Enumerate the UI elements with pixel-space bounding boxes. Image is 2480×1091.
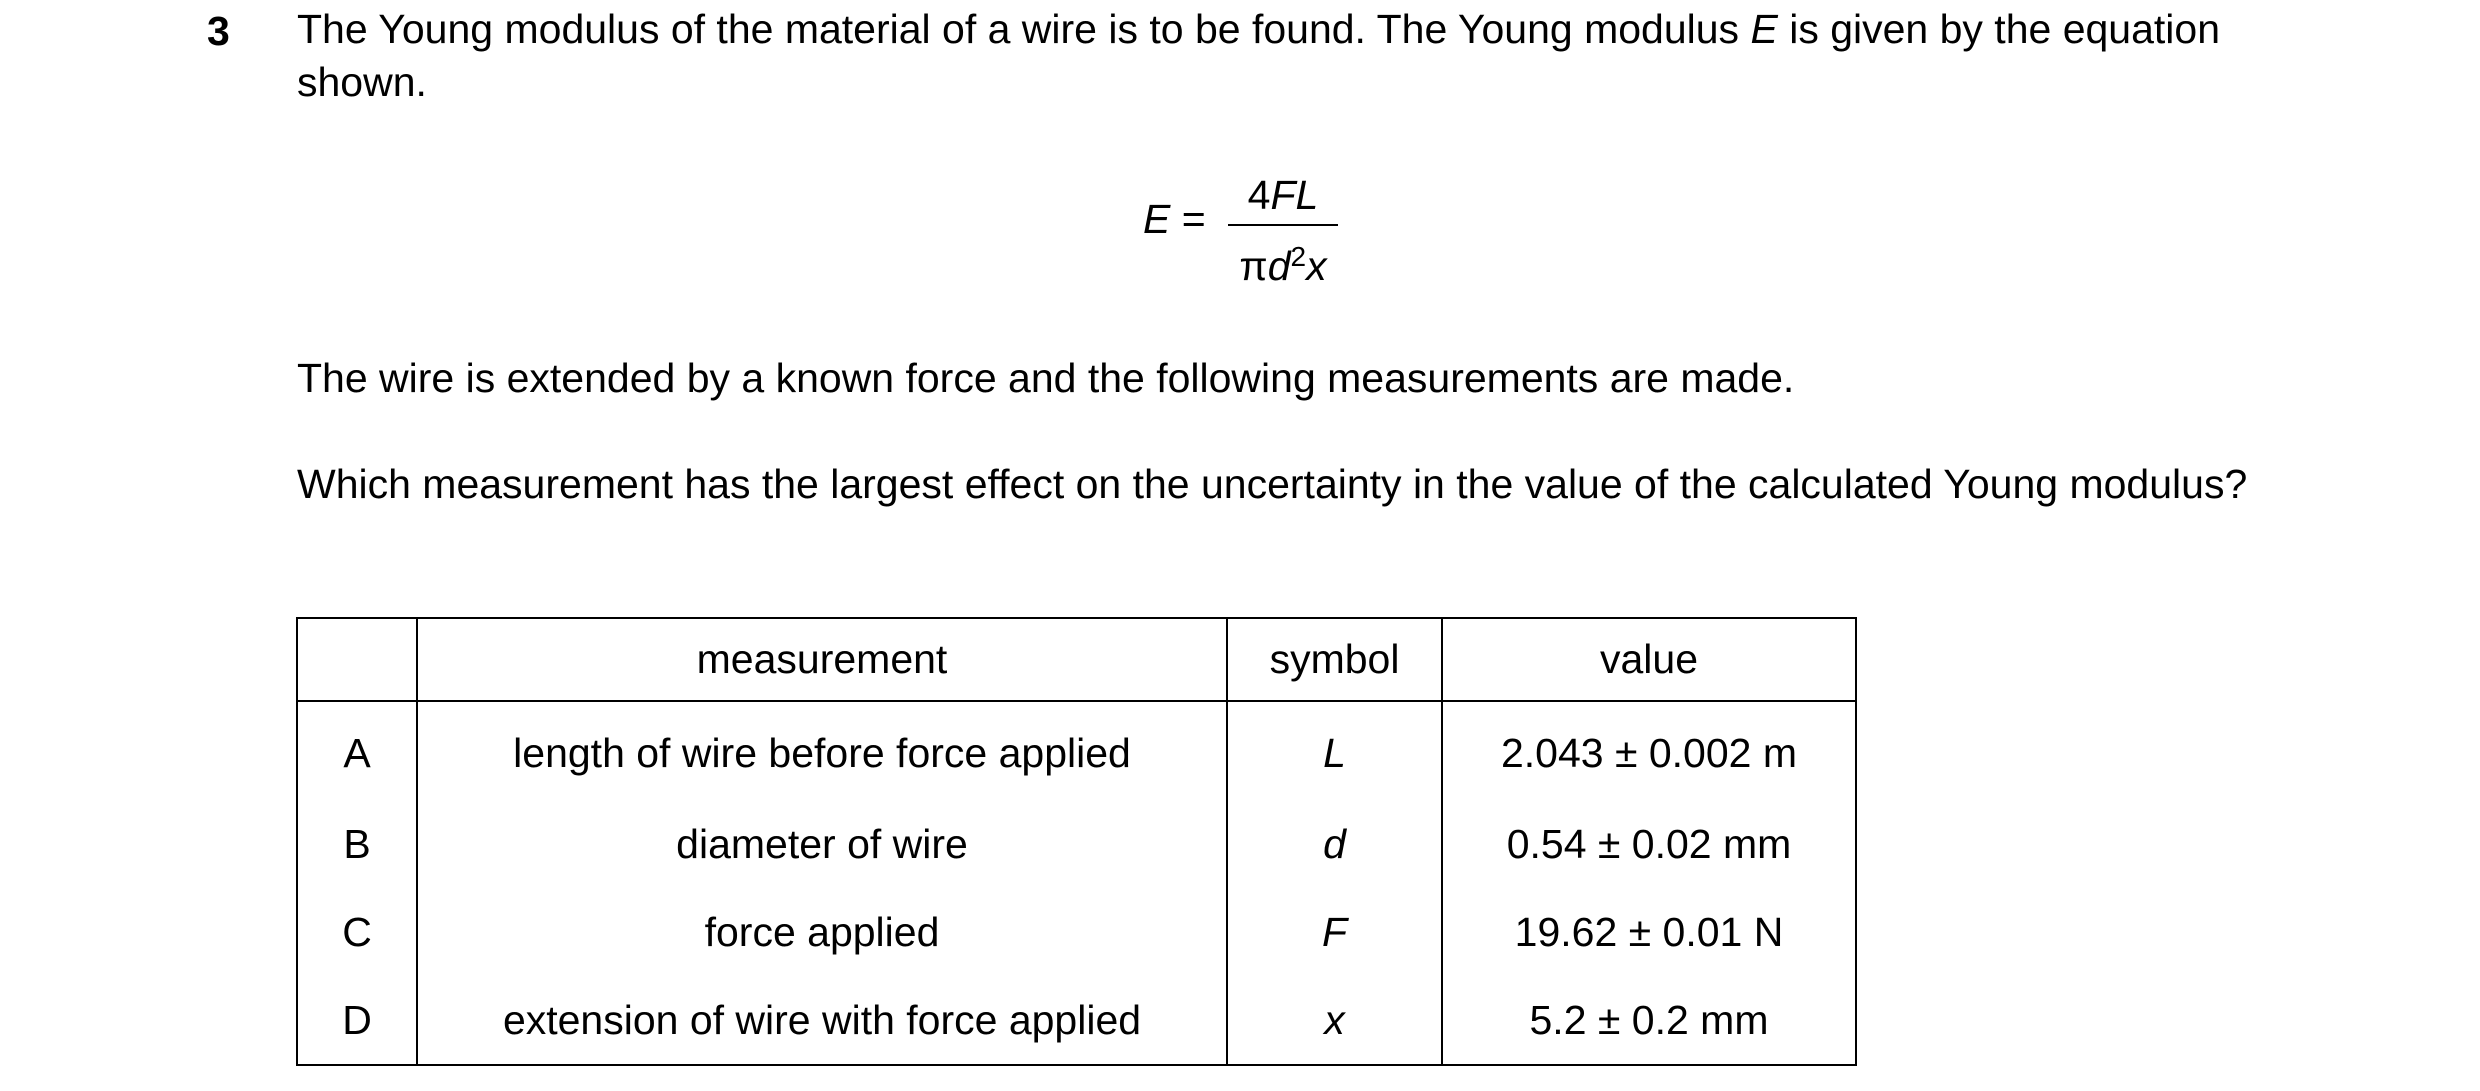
question-intro [297,3,2297,109]
value-cell: 2.043 ± 0.002 m [1442,701,1856,800]
question-number: 3 [207,8,230,54]
setup-text: The wire is extended by a known force and the following measurements are made. [297,355,1795,401]
equation-lhs-symbol: E [1143,196,1171,242]
equation-lhs [1143,196,1206,243]
table-row [297,701,1856,800]
intro-text-2: is given by the equation shown. [297,6,2221,105]
symbol-cell: F [1227,888,1442,976]
measurement-cell: length of wire before force applied [417,701,1227,800]
equation-equals: = [1181,196,1206,242]
measurement-cell: extension of wire with force applied [417,976,1227,1065]
equation-denominator [1228,232,1338,291]
option-letter: A [297,701,417,800]
header-option [297,618,417,701]
numerator-coefficient: 4 [1247,172,1271,218]
option-letter: C [297,888,417,976]
denominator-d: d [1267,243,1291,289]
denominator-exponent: 2 [1290,241,1307,272]
fraction-bar [1228,224,1338,226]
equation-fraction [1228,170,1338,291]
option-letter: D [297,976,417,1065]
option-letter: B [297,800,417,888]
measurement-cell: diameter of wire [417,800,1227,888]
denominator-x: x [1306,243,1327,289]
value-cell: 19.62 ± 0.01 N [1442,888,1856,976]
header-symbol: symbol [1227,618,1442,701]
equation-numerator [1228,170,1338,220]
question-prompt: Which measurement has the largest effect on the uncertainty in the value of the calculated Young modulus? [297,461,2248,507]
table-row [297,976,1856,1065]
header-value: value [1442,618,1856,701]
intro-text-1: The Young modulus of the material of a wire is to be found. The Young modulus [297,6,1751,52]
value-cell: 0.54 ± 0.02 mm [1442,800,1856,888]
header-measurement: measurement [417,618,1227,701]
table-row [297,800,1856,888]
symbol-cell: L [1227,701,1442,800]
numerator-variables: FL [1270,172,1319,218]
symbol-cell: d [1227,800,1442,888]
value-cell: 5.2 ± 0.2 mm [1442,976,1856,1065]
table-row [297,888,1856,976]
measurement-cell: force applied [417,888,1227,976]
denominator-pi: π [1239,243,1268,289]
intro-symbol-e: E [1750,6,1778,52]
measurement-table [296,617,1857,1066]
table-header-row [297,618,1856,701]
symbol-cell: x [1227,976,1442,1065]
